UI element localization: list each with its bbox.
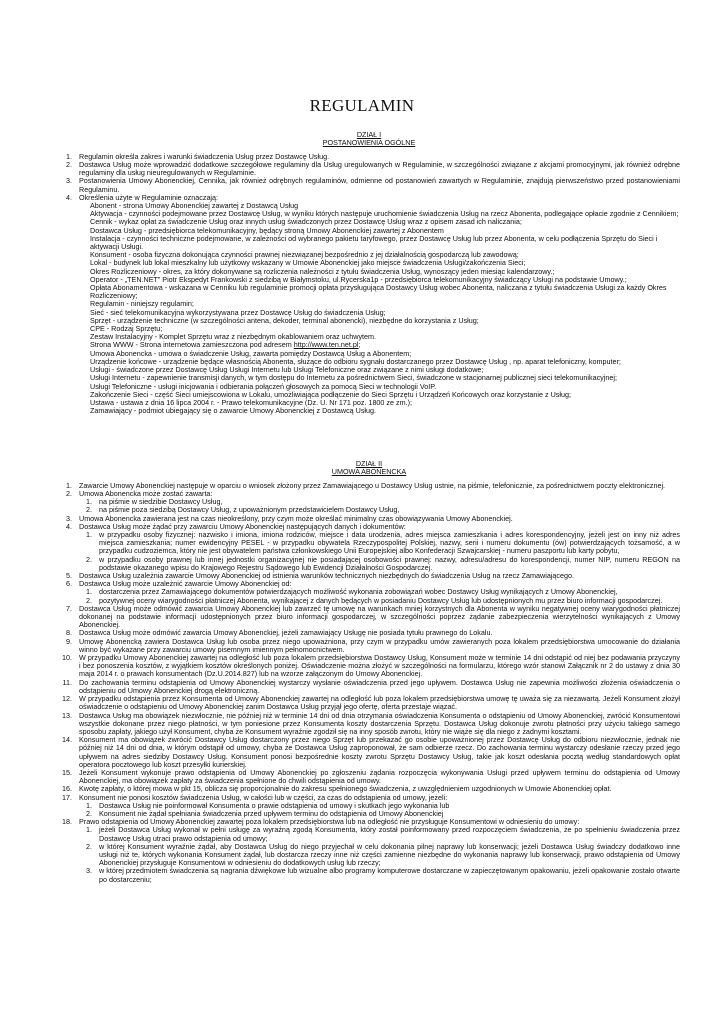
section-2-heading (58, 460, 680, 477)
definition: Cennik - wykaz opłat za świadczenie Usług oraz innych usług świadczonych przez Dostawcę Usług wraz z opisem zasad ich naliczania; (90, 217, 522, 227)
sub-item: 2. w której Konsument wyraźnie żądał, aby Dostawca Usług do niego przyjechał w celu dokonania pilnej naprawy lub konserwacji; jeżeli Dostawca Usług świadczy dodatkowo inne usługi niż te, których wykonania Konsument żądał, lub dostarcza rzeczy inne niż części zamienne niezbędne do wykonania naprawy lub konserwacji, prawo odstąpienia od Umowy Abonenckiej przysługuje Konsumentowi w odniesieniu do dodatkowych usług lub rzeczy; (86, 841, 680, 868)
item-text: Określenia użyte w Regulaminie oznaczają: (79, 192, 219, 202)
item-text: Regulamin określa zakres i warunki świadczenia Usług przez Dostawcę Usług. (79, 151, 330, 161)
sub-item: 2. na piśmie poza siedzibą Dostawcy Usług, z upoważnionym przedstawicielem Dostawcy Usług, (86, 505, 400, 515)
section-1 (58, 131, 680, 415)
definition: Aktywacja - czynności podejmowane przez Dostawcę Usług, w wyniku których następuje uruchomienie świadczenia Usług na rzecz Abonenta, podlegające opłacie zgodnie z Cennikiem; (90, 209, 679, 219)
document-title: REGULAMIN (309, 96, 415, 115)
section-2 (58, 460, 680, 884)
list-item: 15. Jeżeli Konsument wykonuje prawo odstąpienia od Umowy Abonenckiej po zgłoszeniu żądania rozpoczęcia wykonywania Usługi przed upływem terminu do odstąpienia od Umowy Abonenckiej, ma obowiązek zapłaty za świadczenia spełnione do chwili odstąpienia od umowy. (62, 767, 680, 786)
item-text: Dostawca Usług może wprowadzić dodatkowe szczegółowe regulaminy dla Usług uregulowanych w Regulaminie, w szczególności związane z akcjami promocyjnymi, jak również odrębne regulaminy dla usług nieuregulowanych w Regulaminie. (79, 160, 680, 178)
list-item: 10. W przypadku Umowy Abonenckiej zawartej na odległość lub poza lokalem przedsiębiorstwa Dostawcy Usług, Konsument może w terminie 14 dni odstąpić od niej bez podawania przyczyny i bez ponoszenia kosztów, z wyjątkiem kosztów określonych poniżej. Oświadczenie można złożyć w szczególności na formularzu, którego wzór stanowi Załącznik nr 2 do ustawy z dnia 30 maja 2014 r. o prawach konsumentach (Dz.U.2014.827) lub na wzorze załączonym do Umowy Abonenckiej. (62, 653, 680, 679)
list-item: 12. W przypadku odstąpienia przez Konsumenta od Umowy Abonenckiej zawartej na odległość lub poza lokalem przedsiębiorstwa umowę tę uważa się za niezawartą. Jeżeli Konsument złożył oświadczenie o odstąpieniu od Umowy Abonenckiej zanim Dostawca Usług przyjął jego ofertę, oferta przestaje wiązać. (62, 694, 680, 712)
list-item: 17. Konsument nie ponosi kosztów świadczenia Usług, w całości lub w części, za czas do odstąpienia od umowy, jeżeli: (62, 792, 448, 802)
section-2-list (58, 482, 680, 884)
list-item: 6. Dostawca Usług może uzależnić zawarcie Umowy Abonenckiej od: (66, 579, 292, 589)
list-item: 13. Dostawca Usług ma obowiązek niezwłocznie, nie później niż w terminie 14 dni od dnia otrzymania oświadczenia Konsumenta o odstąpieniu od Umowy Abonenckiej, zwrócić Konsumentowi wszystkie dokonane przez niego płatności, w tym poniesione przez Konsumenta koszty dostarczenia Sprzętu. Dostawca Usług dokonuje zwrotu płatności przy użyciu takiego samego sposobu zapłaty, jakiego użył Konsument, chyba że Konsument wyraźnie zgodził się na inny sposób zwrotu, który nie wiąże się dla niego z żadnymi kosztami. (62, 710, 680, 736)
definition: Okres Rozliczeniowy - okres, za który dokonywane są rozliczenia należności z tytułu świadczenia Usług, wynoszący jeden miesiąc kalendarzowy.; (90, 266, 555, 276)
list-item (58, 161, 680, 177)
definition: Dostawca Usług - przedsiębiorca telekomunikacyjny, będący stroną Umowy Abonenckiej zawartej z Abonentem (90, 225, 444, 235)
www-after: ; (358, 340, 361, 350)
sub-item: 2. w przypadku osoby prawnej lub innej jednostki organizacyjnej nie posiadającej osobowości prawnej: nazwy, adresu/adresu do korespondencji, numer NIP, numeru REGON na podstawie okazanego wpisu do Krajowego Rejestru Sądowego lub Ewidencji Działalności Gospodarczej. (86, 554, 680, 572)
sub-item: 1. w przypadku osoby fizycznej: nazwisko i imiona, imiona rodziców, miejsce i data urodzenia, adres miejsca zamieszkania i adres korespondencyjny, jeżeli jest on inny niż adres miejsca zamieszkania; numer ewidencyjny PESEL - w przypadku obywatela Rzeczypospolitej Polskiej, nazwy, serii i numeru dokumentu (ów) potwierdzających tożsamość, a w przypadku cudzoziemca, który nie jest obywatelem państwa członkowskiego Unii Europejskiej albo Konfederacji Szwajcarskiej - numeru paszportu lub karty pobytu, (86, 530, 680, 556)
list-item (58, 177, 680, 193)
definition: Sieć - sieć telekomunikacyjna wykorzystywana przez Dostawcę Usług do świadczenia Usług; (90, 307, 386, 317)
list-item (58, 194, 680, 202)
sub-item: 1. dostarczenia przez Zamawiającego dokumentów potwierdzających możliwość wykonania zobowiązań wobec Dostawcy Usług wynikających z Umowy Abonenckiej, (86, 587, 618, 597)
definition: Urządzenie końcowe - urządzenie będące własnością Abonenta, służące do odbioru sygnału dostarczanego przez Dostawcę Usług , np. aparat telefoniczny, komputer; (90, 356, 621, 366)
list-item: 18. Prawo odstąpienia od Umowy Abonenckiej zawartej poza lokalem przedsiębiorstwa lub na odległość nie przysługuje Konsumentowi w odniesieniu do umowy: (62, 817, 580, 827)
list-item: 9. Umowę Abonencką zawiera Dostawca Usług lub osoba przez niego upoważniona, przy czym w przypadku umów zawieranych poza lokalem przedsiębiorstwa umocowanie do działania winno być wykazane przy zawarciu umowy pisemnym imiennym pełnomocnictwem. (66, 636, 680, 654)
sub-item: 2. Konsument nie żądał spełniania świadczenia przed upływem terminu do odstąpienia od Umowy Abonenckiej (86, 808, 444, 818)
section-2-title: UMOWA ABONENCKA (331, 467, 407, 477)
section-1-title: POSTANOWIENIA OGÓLNE (322, 138, 416, 148)
definition: Instalacja - czynności techniczne podejmowane, w zależności od wybranego pakietu taryfowego, przez Dostawcę Usług lub przez Abonenta, w celu podłączenia Sprzętu do Sieci i aktywacji Usługi. (90, 233, 658, 252)
sub-item: 1. jeżeli Dostawca Usług wykonał w pełni usługę za wyraźną zgodą Konsumenta, który został poinformowany przed rozpoczęciem świadczenia, że po spełnieniu świadczenia przez Dostawcę Usług utraci prawo odstąpienia od umowy; (86, 825, 680, 843)
definition: Usługi Internetu - zapewnienie transmisji danych, w tym dostępu do Internetu za pośrednictwem Sieci, świadczone w stacjonarnej publicznej sieci telekomunikacyjnej; (90, 373, 617, 383)
definition: Sprzęt - urządzenie techniczne (w szczególności antena, dekoder, terminal abonencki), niezbędne do korzystania z Usług; (90, 315, 479, 325)
definitions-list (58, 202, 680, 415)
website-link[interactable]: http://www.ten.net.pl (293, 340, 359, 350)
list-item: 1. Zawarcie Umowy Abonenckiej następuje w oparciu o wniosek złożony przez Zamawiającego u Dostawcy Usług ustnie, na piśmie, telefonicznie, za pośrednictwem poczty elektronicznej. (66, 480, 666, 490)
list-item: 2. Umowa Abonencka może zostać zawarta: (66, 489, 213, 499)
definition: Usługi - świadczone przez Dostawcę Usług Usługi Internetu lub Usługi Telefoniczne oraz związane z nimi usługi dodatkowe; (90, 365, 484, 375)
list-item: 11. Do zachowania terminu odstąpienia od Umowy Abonenckiej wystarczy wysłanie oświadczenia przed jego upływem. Dostawca Usług nie zapewnia możliwości złożenia oświadczenia o odstąpieniu od Umowy Abonenckiej drogą elektroniczną. (62, 677, 680, 695)
item-number: 3. (66, 176, 72, 186)
definition: Ustawa - ustawa z dnia 16 lipca 2004 r. - Prawo telekomunikacyjne (Dz. U. Nr 171 poz. 1800 ze zm.); (90, 397, 412, 407)
list-item: 4. Dostawca Usług może żądać przy zawarciu Umowy Abonenckiej następujących danych i dokumentów: (66, 521, 406, 531)
section-1-list (58, 153, 680, 202)
sub-item: 1. na piśmie w siedzibie Dostawcy Usług, (86, 497, 223, 507)
definition: Operator - „TEN.NET” Piotr Ekspedyt Frankowski z siedzibą w Białymstoku, ul.Rycerska1p - przedsiębiorca telekomunikacyjny świadczący Usługi na podstawie Umowy.; (90, 274, 627, 284)
list-item: 14. Konsument ma obowiązek zwrócić Dostawcy Usług dostarczony przez niego Sprzęt lub przekazać go osobie upoważnionej przez Dostawcę Usług do odbioru niezwłocznie, jednak nie później niż 14 dni od dnia, w którym odstąpił od umowy, chyba że Dostawca Usług zaproponował, że sam odbierze rzecz. Do zachowania terminu wystarczy odesłanie rzeczy przed jego upływem na adres siedziby Dostawcy Usług. Konsument ponosi bezpośrednie koszty zwrotu Sprzętu Dostawcy Usług, takie jak koszt odesłania pocztą według standardowych opłat operatora pocztowego lub koszt przesyłki kurierskiej. (62, 735, 680, 769)
definition: Umowa Abonencka - umowa o świadczenie Usług, zawarta pomiędzy Dostawcą Usług a Abonentem; (90, 348, 412, 358)
definition: Konsument - osoba fizyczna dokonująca czynności prawnej niezwiązanej bezpośrednio z jej działalnością gospodarczą lub zawodową; (90, 250, 519, 260)
definition: Abonent - strona Umowy Abonenckiej zawartej z Dostawcą Usług (90, 201, 299, 211)
definition: Zamawiający - podmiot ubiegający się o zawarcie Umowy Abonenckiej z Dostawcą Usług. (90, 406, 377, 416)
item-number: 2. (66, 160, 72, 170)
section-1-number: DZIAŁ I (356, 130, 382, 139)
item-number: 1. (66, 151, 72, 161)
section-2-number: DZIAŁ II (355, 459, 383, 468)
sub-item: 1. Dostawca Usług nie poinformował Konsumenta o prawie odstąpienia od umowy i skutkach jego wykonania lub (86, 800, 450, 810)
list-item: 3. Umowa Abonencka zawierana jest na czas nieokreślony, przy czym może określać minimalny czas obowiązywania Umowy Abonenckiej. (66, 513, 513, 523)
sub-item: 2. pozytywnej oceny wiarygodności płatniczej Abonenta, wynikającej z danych będących w posiadaniu Dostawcy Usług lub udostępnionych mu przez biuro informacji gospodarczej. (86, 595, 663, 605)
definition: Opłata Abonamentowa - wskazana w Cenniku lub regulaminie promocji opłata przysługująca Dostawcy Usług wobec Abonenta, naliczana z tytułu świadczenia Usługi za każdy Okres Rozliczeniowy; (90, 283, 667, 301)
list-item: 7. Dostawca Usług może odmówić zawarcia Umowy Abonenckiej lub zawrzeć tę umowę na warunkach mniej korzystnych dla Abonenta w wyniku negatywnej oceny wiarygodności płatniczej dokonanej na podstawie informacji udostępnionych przez biuro informacji gospodarczej, w szczególności poprzez żądanie zabezpieczenia wierzytelności wynikających z Umowy Abonenckiej. (66, 603, 680, 630)
definition: Lokal - budynek lub lokal mieszkalny lub użytkowy wskazany w Umowie Abonenckiej jako miejsce świadczenia Usługi/zakończenia Sieci; (90, 258, 526, 268)
definition: Zestaw Instalacyjny - Komplet Sprzętu wraz z niezbędnym okablowaniem oraz uchwytem. (90, 332, 377, 342)
definition: Regulamin - niniejszy regulamin; (90, 299, 194, 309)
item-number: 4. (66, 192, 72, 202)
sub-item: 3. w której przedmiotem świadczenia są nagrania dźwiękowe lub wizualne albo programy komputerowe dostarczane w zapieczętowanym opakowaniu, jeżeli opakowanie zostało otwarte po dostarczeniu; (86, 866, 680, 884)
list-item: 8. Dostawca Usług może odmówić zawarcia Umowy Abonenckiej, jeżeli zamawiający Usługę nie posiada tytułu prawnego do Lokalu. (66, 628, 493, 638)
www-label: Strona WWW - Strona internetowa zamieszczona pod adresem (90, 340, 294, 350)
section-1-heading (58, 131, 680, 148)
list-item: 5. Dostawca Usług uzależnia zawarcie Umowy Abonenckiej od istnienia warunków technicznych niezbędnych do świadczenia Usług na rzecz Zamawiającego. (66, 571, 574, 581)
definition: CPE - Rodzaj Sprzętu; (90, 324, 163, 334)
item-text: Postanowienia Umowy Abonenckiej, Cennika, jak również odrębnych regulaminów, odmienne od postanowień zawartych w Regulaminie, znajdują pierwszeństwo przed postanowieniami Regulaminu. (79, 176, 680, 194)
definition: Usługi Telefoniczne - usługi inicjowania i odbierania połączeń głosowych za pomocą Sieci w technologii VoIP. (90, 381, 437, 391)
definition: Zakończenie Sieci - część Sieci umiejscowiona w Lokalu, umożliwiająca podłączenie do Sieci Sprzętu i Urządzeń Końcowych oraz korzystanie z Usług; (90, 389, 571, 399)
list-item: 16. Kwotę zapłaty, o której mowa w pkt 15, oblicza się proporcjonalnie do zakresu spełnionego świadczenia, z uwzględnieniem uzgodnionych w Umowie Abonenckiej opłat. (62, 784, 612, 794)
